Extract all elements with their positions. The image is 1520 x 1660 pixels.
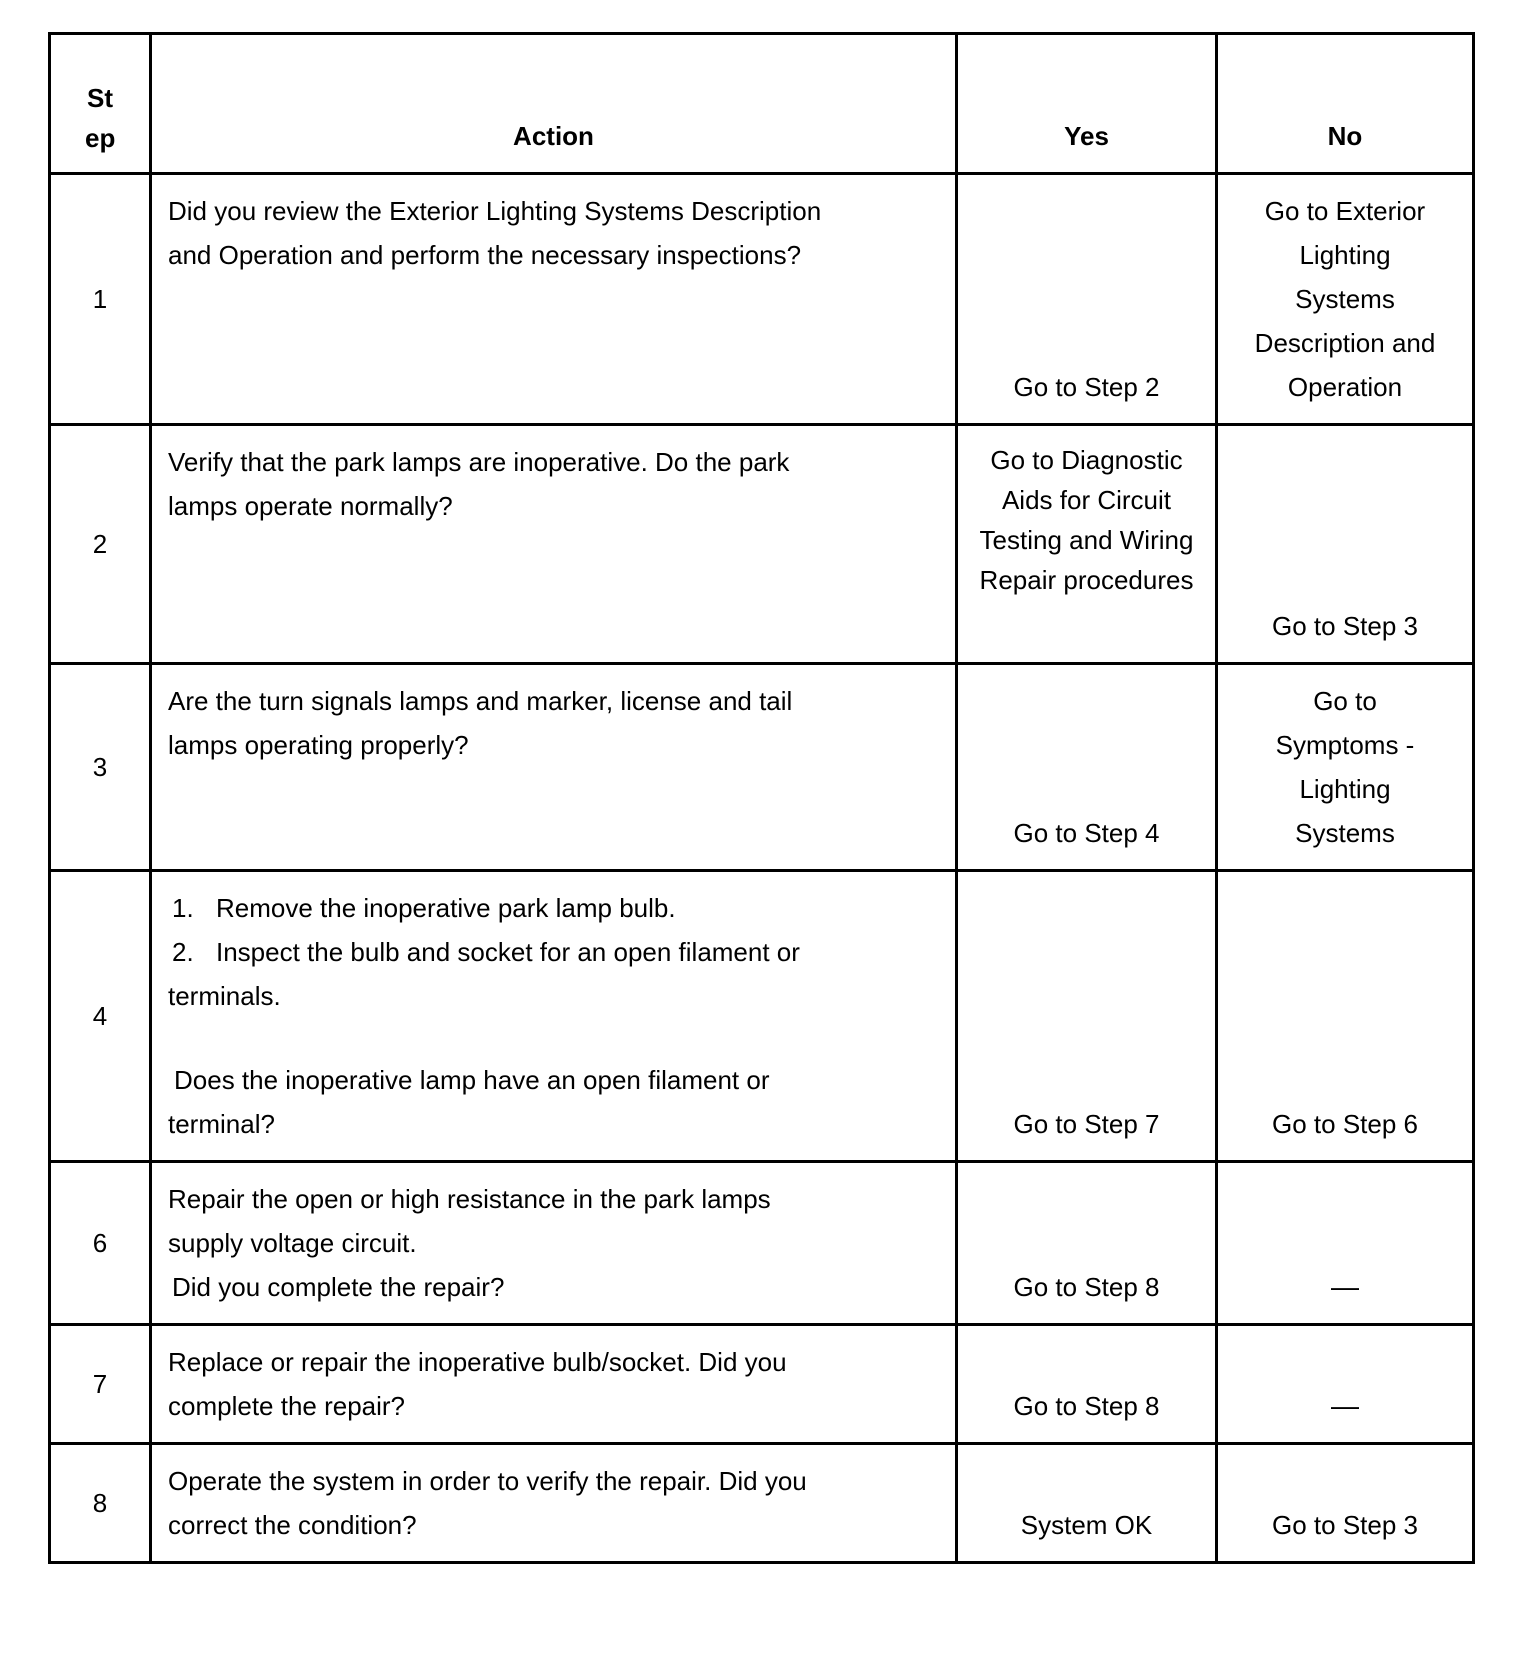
no-line: Systems	[1295, 284, 1395, 314]
table-row	[50, 425, 1474, 664]
step-number: 7	[50, 1325, 151, 1444]
list-item	[168, 886, 939, 930]
action-cell	[151, 174, 957, 425]
no-cell	[1217, 664, 1474, 871]
yes-line: Go to Diagnostic	[990, 445, 1183, 475]
header-row	[50, 34, 1474, 174]
yes-cell	[957, 871, 1217, 1162]
table-row	[50, 1162, 1474, 1325]
no-line: Go to Exterior	[1264, 196, 1426, 226]
no-text: Go to Step 6	[1272, 1109, 1418, 1139]
step-number: 3	[50, 664, 151, 871]
no-text: Go to Step 3	[1272, 1510, 1418, 1540]
step-number: 1	[50, 174, 151, 425]
yes-cell	[957, 664, 1217, 871]
table-row	[50, 1325, 1474, 1444]
list-text: Inspect the bulb and socket for an open filament or	[216, 937, 800, 967]
action-line: Did you complete the repair?	[172, 1272, 505, 1302]
action-line: complete the repair?	[168, 1391, 406, 1421]
no-line: Go to	[1313, 686, 1377, 716]
list-text: Remove the inoperative park lamp bulb.	[216, 893, 676, 923]
no-line: Lighting	[1299, 240, 1391, 270]
action-question-line: Does the inoperative lamp have an open filament or	[174, 1065, 770, 1095]
no-text: —	[1331, 1271, 1359, 1302]
table-row	[50, 1444, 1474, 1563]
no-cell	[1217, 425, 1474, 664]
header-no-label: No	[1327, 121, 1363, 151]
no-line: Systems	[1295, 818, 1395, 848]
yes-line: Testing and Wiring	[979, 525, 1194, 555]
table-row	[50, 871, 1474, 1162]
spacer	[168, 1018, 939, 1058]
yes-cell	[957, 1162, 1217, 1325]
action-cell	[151, 871, 957, 1162]
no-line: Symptoms -	[1275, 730, 1415, 760]
list-number: 1.	[172, 893, 194, 923]
action-line: correct the condition?	[168, 1510, 417, 1540]
action-line: lamps operate normally?	[168, 491, 453, 521]
action-line: and Operation and perform the necessary inspections?	[168, 240, 802, 270]
yes-cell	[957, 1444, 1217, 1563]
action-cell	[151, 1444, 957, 1563]
no-text: —	[1331, 1390, 1359, 1421]
yes-text: System OK	[1020, 1510, 1153, 1540]
list-continuation: terminals.	[168, 981, 281, 1011]
table-row	[50, 174, 1474, 425]
no-cell	[1217, 1325, 1474, 1444]
step-number: 2	[50, 425, 151, 664]
action-cell	[151, 664, 957, 871]
yes-cell	[957, 1325, 1217, 1444]
diagnostic-table	[48, 32, 1475, 1564]
no-cell	[1217, 871, 1474, 1162]
no-line: Operation	[1287, 372, 1403, 402]
header-step-label: St ep	[85, 83, 116, 153]
yes-line: Aids for Circuit	[1001, 485, 1172, 515]
yes-text: Go to Step 2	[1013, 372, 1160, 402]
action-line: Did you review the Exterior Lighting Systems Description	[168, 196, 822, 226]
step-number: 6	[50, 1162, 151, 1325]
header-yes-label: Yes	[1064, 121, 1109, 151]
no-cell	[1217, 1162, 1474, 1325]
header-action	[151, 34, 957, 174]
no-cell	[1217, 174, 1474, 425]
action-line: lamps operating properly?	[168, 730, 469, 760]
yes-cell	[957, 174, 1217, 425]
no-line: Description and	[1254, 328, 1436, 358]
no-text: Go to Step 3	[1272, 611, 1418, 641]
yes-text: Go to Step 4	[1013, 818, 1160, 848]
table-row	[50, 664, 1474, 871]
header-yes	[957, 34, 1217, 174]
action-line: Verify that the park lamps are inoperative. Do the park	[168, 447, 790, 477]
action-line: Are the turn signals lamps and marker, license and tail	[168, 686, 793, 716]
yes-text: Go to Step 8	[1013, 1391, 1160, 1421]
header-action-label: Action	[513, 121, 594, 151]
step-number: 4	[50, 871, 151, 1162]
yes-line: Repair procedures	[979, 565, 1194, 595]
action-line: supply voltage circuit.	[168, 1228, 417, 1258]
yes-text: Go to Step 7	[1013, 1109, 1160, 1139]
action-question-line: terminal?	[168, 1109, 275, 1139]
list-item	[168, 930, 939, 974]
no-cell	[1217, 1444, 1474, 1563]
yes-cell	[957, 425, 1217, 664]
action-line: Replace or repair the inoperative bulb/socket. Did you	[168, 1347, 787, 1377]
no-line: Lighting	[1299, 774, 1391, 804]
action-line: Operate the system in order to verify the repair. Did you	[168, 1466, 807, 1496]
step-number: 8	[50, 1444, 151, 1563]
header-step	[50, 34, 151, 174]
action-cell	[151, 1325, 957, 1444]
action-cell	[151, 1162, 957, 1325]
header-no	[1217, 34, 1474, 174]
action-line: Repair the open or high resistance in the park lamps	[168, 1184, 771, 1214]
list-number: 2.	[172, 937, 194, 967]
yes-text: Go to Step 8	[1013, 1272, 1160, 1302]
action-cell	[151, 425, 957, 664]
